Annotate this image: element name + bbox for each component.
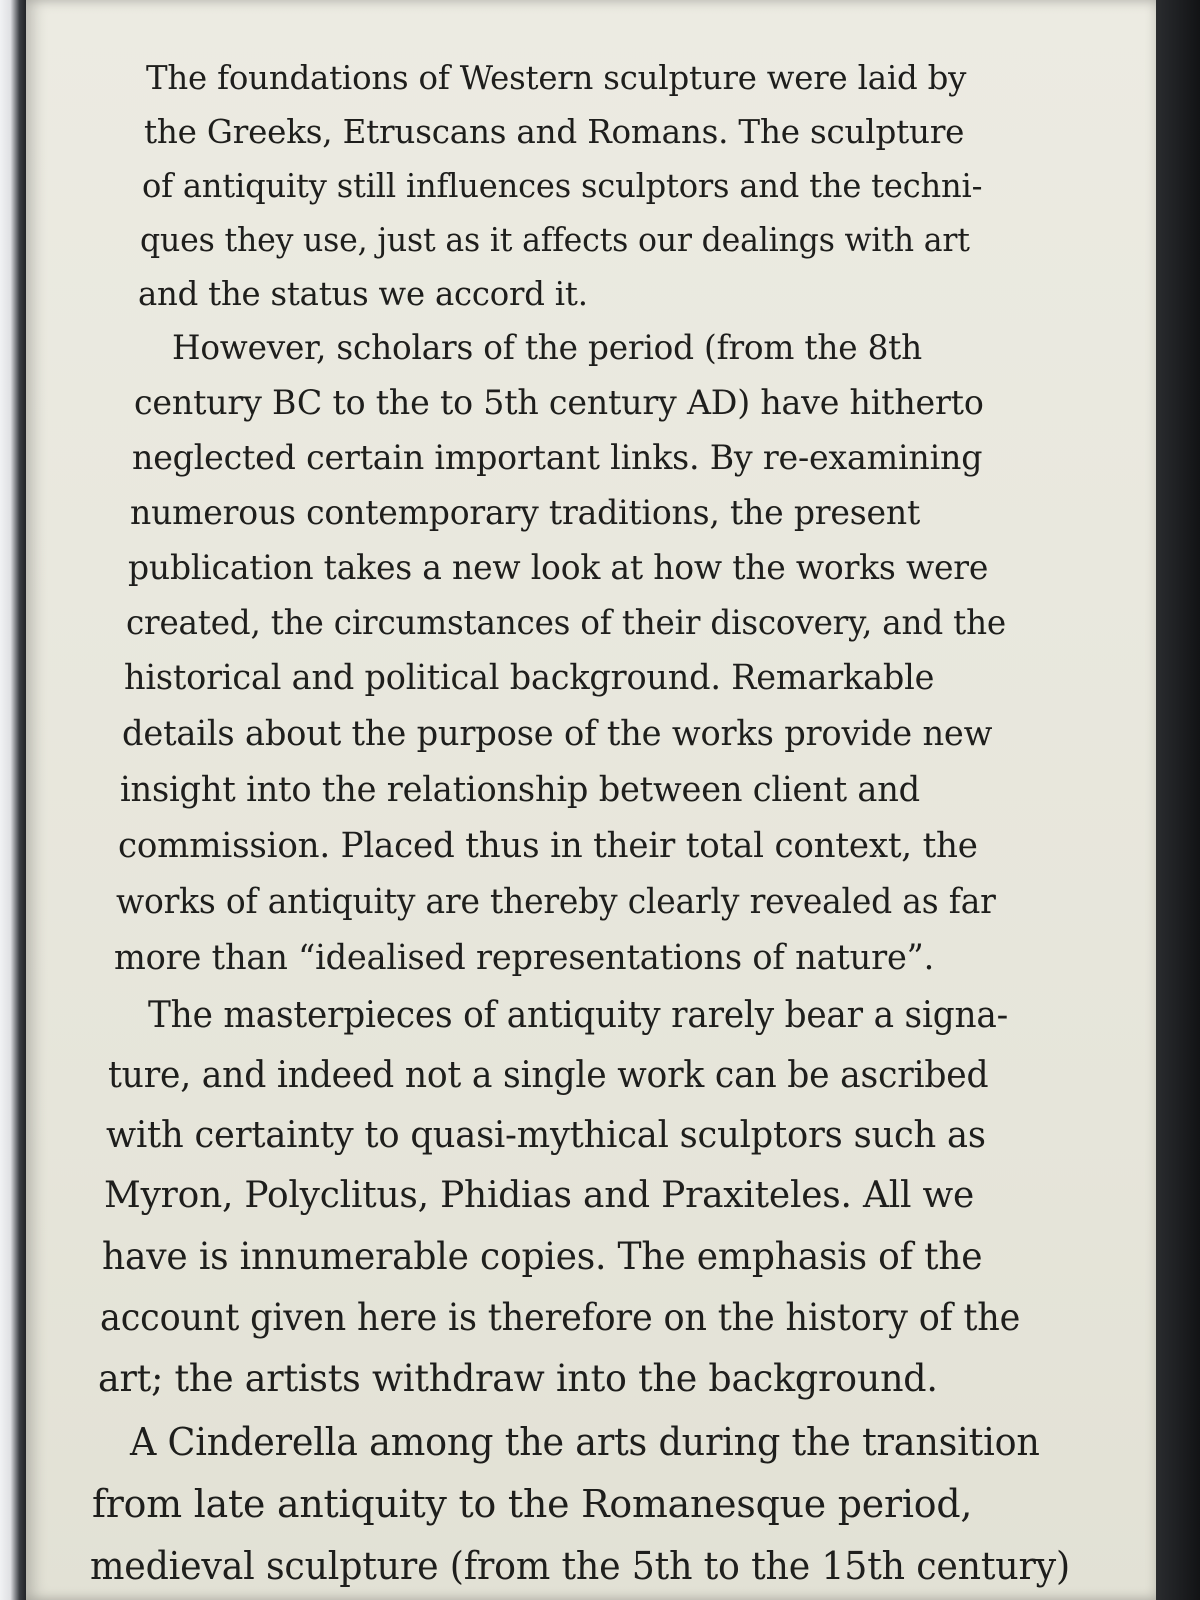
- text-line: century BC to the to 5th century AD) have hitherto: [134, 383, 984, 423]
- text-line: historical and political background. Remarkable: [124, 658, 935, 698]
- text-line: publication takes a new look at how the works were: [128, 548, 989, 588]
- text-line: neglected certain important links. By re-examining: [132, 438, 983, 478]
- text-line: created, the circumstances of their discovery, and the: [126, 603, 1006, 643]
- text-line: ture, and indeed not a single work can be ascribed: [108, 1055, 989, 1096]
- body-text: [26, 0, 1158, 1600]
- text-line: with certainty to quasi-mythical sculptors such as: [106, 1115, 986, 1156]
- book-page: [26, 0, 1158, 1600]
- text-line: art; the artists withdraw into the background.: [98, 1357, 938, 1400]
- text-line: However, scholars of the period (from the 8th: [172, 328, 923, 368]
- text-line: The masterpieces of antiquity rarely bear a signa-: [148, 995, 1009, 1036]
- text-line: medieval sculpture (from the 5th to the 15th century): [90, 1544, 1070, 1588]
- right-background-edge: [1156, 0, 1200, 1600]
- text-line: insight into the relationship between client and: [120, 770, 920, 810]
- text-line: more than “idealised representations of nature”.: [114, 938, 935, 978]
- text-line: details about the purpose of the works provide new: [122, 714, 993, 754]
- left-background-edge: [0, 0, 26, 1600]
- text-line: numerous contemporary traditions, the present: [130, 493, 921, 533]
- text-line: account given here is therefore on the history of the: [100, 1296, 1021, 1339]
- text-line: The foundations of Western sculpture were laid by: [146, 58, 967, 97]
- text-line: and the status we accord it.: [138, 274, 588, 313]
- text-line: Myron, Polyclitus, Phidias and Praxiteles. All we: [104, 1175, 975, 1216]
- text-line: commission. Placed thus in their total context, the: [118, 826, 978, 866]
- text-line: works of antiquity are thereby clearly revealed as far: [116, 882, 996, 922]
- text-line: the Greeks, Etruscans and Romans. The sculpture: [144, 112, 965, 151]
- text-line: A Cinderella among the arts during the transition: [130, 1420, 1040, 1464]
- text-line: from late antiquity to the Romanesque period,: [92, 1482, 973, 1526]
- text-line: ques they use, just as it affects our dealings with art: [140, 220, 970, 259]
- text-line: of antiquity still influences sculptors and the techni-: [142, 166, 983, 205]
- text-line: have is innumerable copies. The emphasis of the: [102, 1235, 983, 1278]
